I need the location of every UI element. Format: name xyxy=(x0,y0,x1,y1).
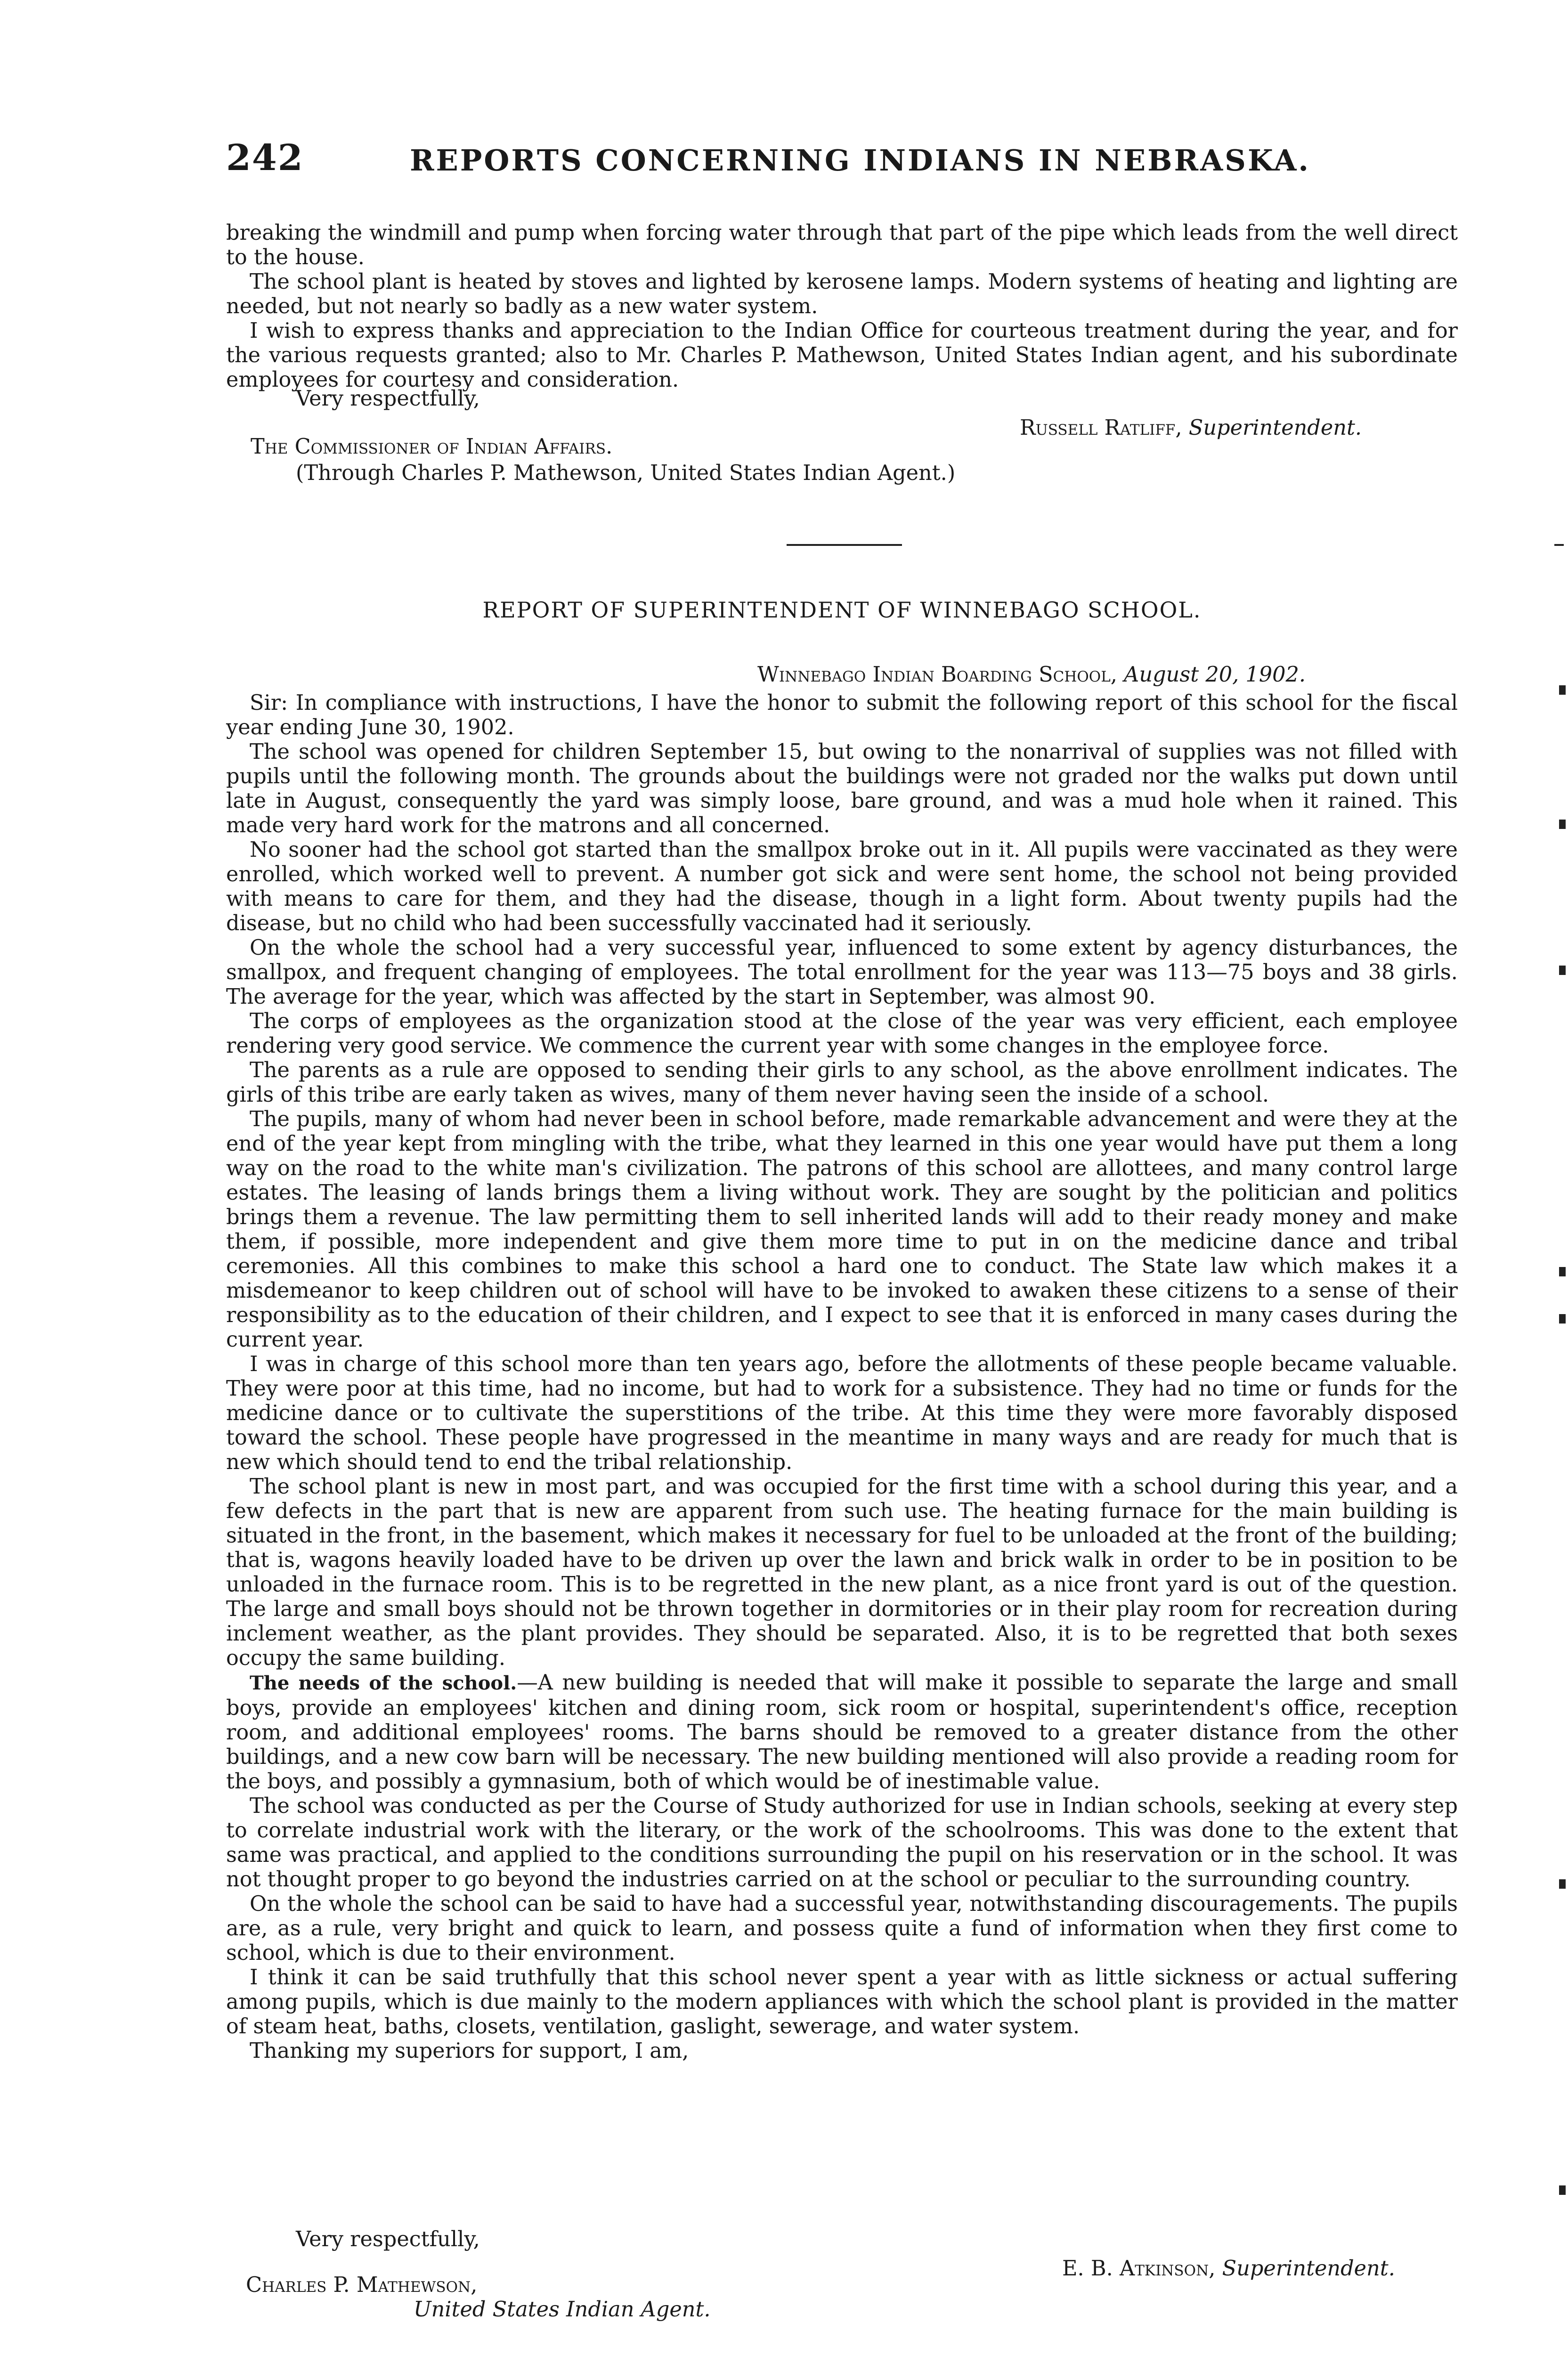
paragraph: On the whole the school had a very successful year, influenced to some extent by agency disturbances, the smallpox, and frequent changing of employees. The total enrollment for the year was 113—75 boys and 38 girls. The average for the year, which was affected by the start in September, was almost 90. xyxy=(226,935,1458,1009)
signer-name: E. B. Atkinson, xyxy=(1062,2256,1216,2281)
addressee-title: United States Indian Agent. xyxy=(414,2297,711,2322)
report-title: REPORT OF SUPERINTENDENT OF WINNEBAGO SCHOOL. xyxy=(482,597,1202,623)
dateline-place: Winnebago Indian Boarding School, xyxy=(757,662,1117,687)
addressee-name: Charles P. Mathewson, xyxy=(246,2273,478,2297)
needs-text: —A new building is needed that will make it possible to separate the large and small boys, provide an employees' kitchen and dining room, sick room or hospital, superintendent's office, reception room, and additional employees' rooms. The barns should be removed to a greater distance from the other buildings, and a new cow barn will be necessary. The new building mentioned will also provide a reading room for the boys, and possibly a gymnasium, both of which would be of inestimable value. xyxy=(226,1670,1458,1794)
paragraph: I wish to express thanks and appreciation to the Indian Office for courteous treatment during the year, and for the various requests granted; also to Mr. Charles P. Mathewson, United States Indian agent, and his subordinate employees for courtesy and consideration. xyxy=(226,318,1458,392)
running-header xyxy=(226,137,1465,184)
paragraph-needs xyxy=(226,1670,1458,1794)
section-divider xyxy=(787,544,902,546)
addressee: The Commissioner of Indian Affairs. xyxy=(251,434,613,459)
paragraph: The school plant is new in most part, and was occupied for the first time with a school during this year, and a few defects in the part that is new are apparent from such use. The heating furnace for the main building is situated in the front, in the basement, which makes it necessary for fuel to be unloaded at the front of the building; that is, wagons heavily loaded have to be driven up over the lawn and brick walk in order to be in position to be unloaded in the furnace room. This is to be regretted in the new plant, as a nice front yard is out of the question. The large and small boys should not be thrown together in dormitories or in their play room for recreation during inclement weather, as the plant provides. They should be separated. Also, it is to be regretted that both sexes occupy the same building. xyxy=(226,1474,1458,1670)
scan-mark xyxy=(1559,966,1566,975)
previous-report-body xyxy=(226,220,1458,392)
report-body xyxy=(226,690,1458,2063)
closing-salutation: Very respectfully, xyxy=(296,386,480,411)
signature xyxy=(1020,415,1362,440)
signature xyxy=(1062,2256,1395,2281)
needs-heading: The needs of the school. xyxy=(250,1672,517,1694)
paragraph: Thanking my superiors for support, I am, xyxy=(250,2038,689,2063)
paragraph: No sooner had the school got started than the smallpox broke out in it. All pupils were vaccinated as they were enrolled, which worked well to prevent. A number got sick and were sent home, the school not being provided with means to care for them, and they had the disease, though in a light form. About twenty pupils had the disease, but no child who had been successfully vaccinated had it seriously. xyxy=(226,837,1458,935)
closing-salutation: Very respectfully, xyxy=(296,2227,480,2251)
paragraph: breaking the windmill and pump when forcing water through that part of the pipe which leads from the well direct to the house. xyxy=(226,220,1458,269)
running-title: REPORTS CONCERNING INDIANS IN NEBRASKA. xyxy=(410,143,1311,178)
scan-mark xyxy=(1554,544,1564,546)
scan-mark xyxy=(1559,2185,1566,2195)
addressee-through: (Through Charles P. Mathewson, United States Indian Agent.) xyxy=(296,461,956,485)
scan-mark xyxy=(1559,1267,1566,1276)
paragraph: The corps of employees as the organization stood at the close of the year was very efficient, each employee rendering very good service. We commence the current year with some changes in the employee force. xyxy=(226,1009,1458,1058)
signer-title: Superintendent. xyxy=(1188,415,1362,440)
paragraph: The pupils, many of whom had never been in school before, made remarkable advancement and were they at the end of the year kept from mingling with the tribe, what they learned in this one year would have put them a long way on the road to the white man's civilization. The patrons of this school are allottees, and many control large estates. The leasing of lands brings them a living without work. They are sought by the politician and politics brings them a revenue. The law permitting them to sell inherited lands will add to their ready money and make them, if possible, more independent and give them more time to put in on the medicine dance and tribal ceremonies. All this combines to make this school a hard one to conduct. The State law which makes it a misdemeanor to keep children out of school will have to be invoked to awaken these citizens to a sense of their responsibility as to the education of their children, and I expect to see that it is enforced in many cases during the current year. xyxy=(226,1107,1458,1352)
paragraph: The parents as a rule are opposed to sending their girls to any school, as the above enrollment indicates. The girls of this tribe are early taken as wives, many of them never having seen the inside of a school. xyxy=(226,1058,1458,1107)
paragraph: Sir: In compliance with instructions, I have the honor to submit the following report of this school for the fiscal year ending June 30, 1902. xyxy=(226,690,1458,739)
paragraph: The school was conducted as per the Course of Study authorized for use in Indian schools, seeking at every step to correlate industrial work with the literary, or the work of the schoolrooms. This was done to the extent that same was practical, and applied to the conditions surrounding the pupil on his reservation or in the school. It was not thought proper to go beyond the industries carried on at the school or peculiar to the surrounding country. xyxy=(226,1794,1458,1892)
scan-mark xyxy=(1559,820,1566,829)
scan-mark xyxy=(1559,1314,1566,1324)
signer-title: Superintendent. xyxy=(1222,2256,1395,2281)
scan-mark xyxy=(1559,1879,1566,1889)
paragraph: The school was opened for children September 15, but owing to the nonarrival of supplies was not filled with pupils until the following month. The grounds about the buildings were not graded nor the walks put down until late in August, consequently the yard was simply loose, bare ground, and was a mud hole when it rained. This made very hard work for the matrons and all concerned. xyxy=(226,739,1458,837)
dateline xyxy=(757,662,1306,687)
paragraph: I think it can be said truthfully that this school never spent a year with as little sickness or actual suffering among pupils, which is due mainly to the modern appliances with which the school plant is provided in the matter of steam heat, baths, closets, ventilation, gaslight, sewerage, and water system. xyxy=(226,1965,1458,2038)
signer-name: Russell Ratliff, xyxy=(1020,415,1182,440)
paragraph: On the whole the school can be said to have had a successful year, notwithstanding discouragements. The pupils are, as a rule, very bright and quick to learn, and possess quite a fund of information when they first come to school, which is due to their environment. xyxy=(226,1892,1458,1965)
page-number: 242 xyxy=(226,137,304,179)
dateline-date: August 20, 1902. xyxy=(1124,662,1306,687)
scan-mark xyxy=(1559,685,1566,695)
paragraph: The school plant is heated by stoves and lighted by kerosene lamps. Modern systems of heating and lighting are needed, but not nearly so badly as a new water system. xyxy=(226,269,1458,318)
paragraph: I was in charge of this school more than ten years ago, before the allotments of these people became valuable. They were poor at this time, had no income, but had to work for a subsistence. They had no time or funds for the medicine dance or to cultivate the superstitions of the tribe. At this time they were more favorably disposed toward the school. These people have progressed in the meantime in many ways and are ready for much that is new which should tend to end the tribal relationship. xyxy=(226,1352,1458,1474)
